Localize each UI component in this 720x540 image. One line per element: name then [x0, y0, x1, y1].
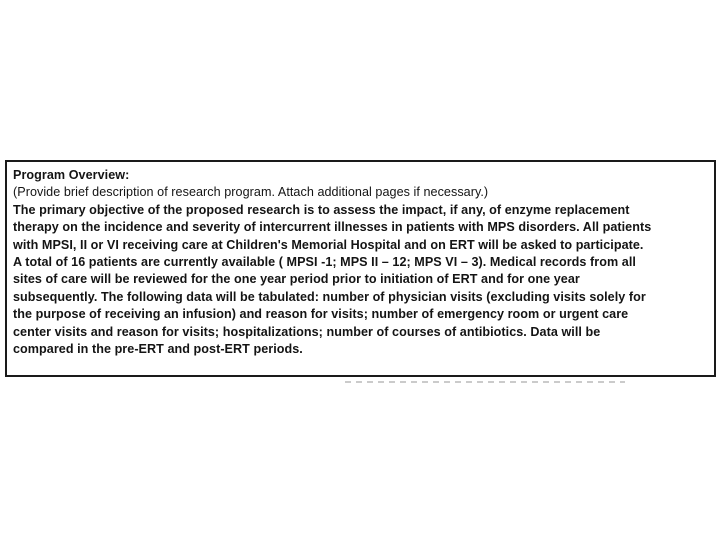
body-line: subsequently. The following data will be tabulated: number of physician visits (excluding visits solely for [13, 289, 646, 304]
body-line: The primary objective of the proposed research is to assess the impact, if any, of enzyme replacement [13, 202, 630, 217]
program-overview-text [13, 167, 713, 358]
body-line: therapy on the incidence and severity of intercurrent illnesses in patients with MPS disorders. All patients [13, 220, 652, 235]
body-line: compared in the pre-ERT and post-ERT periods. [13, 342, 303, 357]
program-overview-heading: Program Overview: [13, 168, 130, 182]
body-line: center visits and reason for visits; hospitalizations; number of courses of antibiotics. Data will be [13, 324, 601, 339]
program-overview-instruction: (Provide brief description of research program. Attach additional pages if necessary.) [13, 185, 489, 200]
body-line: the purpose of receiving an infusion) and reason for visits; number of emergency room or urgent care [13, 307, 629, 322]
body-line: A total of 16 patients are currently available ( MPSI -1; MPS II – 12; MPS VI – 3). Medical records from all [13, 255, 636, 270]
program-overview-box [5, 160, 716, 377]
body-line: with MPSI, II or VI receiving care at Children's Memorial Hospital and on ERT will be asked to participate. [13, 237, 644, 252]
scan-artifact-line [345, 381, 625, 383]
body-line: sites of care will be reviewed for the one year period prior to initiation of ERT and for one year [13, 272, 580, 287]
